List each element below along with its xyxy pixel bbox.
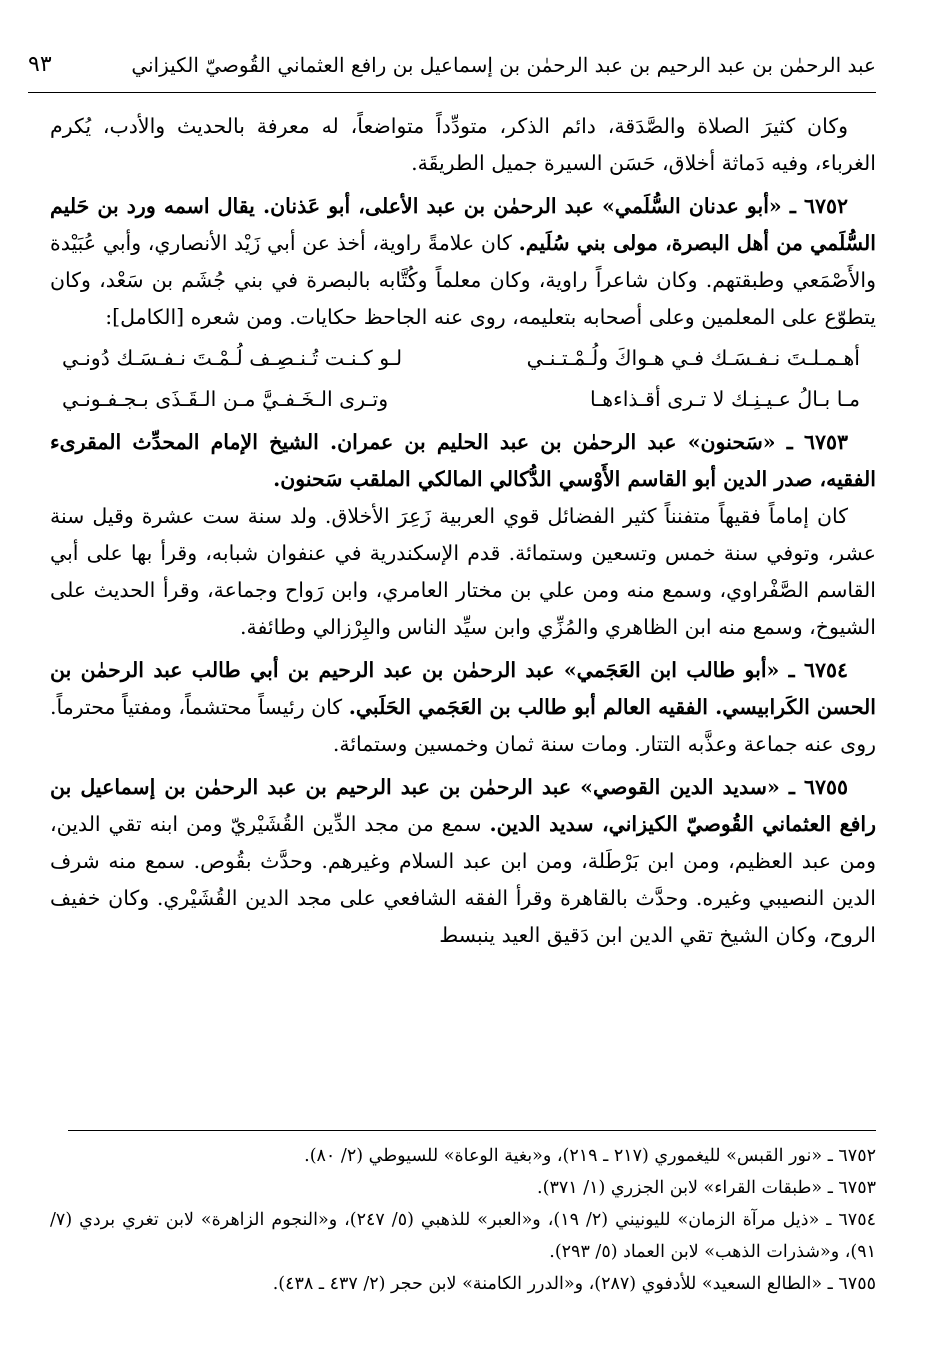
entry-heading: ٦٧٥٣ ـ «سَحنون» عبد الرحمٰن بن عبد الحليم بن عمران. الشيخ الإمام المحدِّث المقرىء الفقيه، صدر الدين أبو القاسم الأَوْسي الدُّكالي المالكي الملقب سَحنون. — [50, 430, 876, 491]
entry-paragraph — [50, 769, 876, 954]
entry-heading: ٦٧٥٥ ـ «سديد الدين القوصي» عبد الرحمٰن بن عبد الرحيم بن عبد الرحمٰن بن إسماعيل بن رافع العثماني القُوصيّ الكيزاني، سديد الدين. — [50, 775, 876, 836]
running-title: عبد الرحمٰن بن عبد الرحيم بن عبد الرحمٰن بن إسماعيل بن رافع العثماني القُوصيّ الكيزاني — [131, 53, 876, 77]
verse-second-hemistich: لـو كـنـت تُـنـصِـف لُـمْـتَ نـفـسَـك دُونـي — [62, 346, 403, 370]
entry-paragraph — [50, 652, 876, 763]
header-rule — [28, 92, 876, 93]
verse-first-hemistich: مـا بـالُ عـيـنِـك لا تـرى أقـذاءهـا — [590, 387, 860, 411]
page-number: ٩٣ — [28, 52, 52, 77]
entry-heading: ٦٧٥٤ ـ «أبو طالب ابن العَجَمي» عبد الرحمٰن بن عبد الرحيم بن أبي طالب عبد الرحمٰن بن الحسن الكَرابيسي. الفقيه العالم أبو طالب بن العَجَمي الحَلَبي. — [50, 658, 876, 719]
entry-body: كان إماماً فقيهاً متفنناً كثير الفضائل قوي العربية زَعِرَ الأخلاق. ولد سنة ست عشرة وقيل سنة عشر، وتوفي سنة خمس وتسعين وستمائة. قدم الإسكندرية في عنفوان شبابه، وقرأ بها على أبي القاسم الصَّفْراوي، وسمع منه ومن علي بن مختار العامري، وابن رَواح وجماعة، وقرأ الحديث على الشيوخ، وسمع منه ابن الظاهري والمُزِّي وابن سيِّد الناس والبِرْزالي وطائفة. — [50, 504, 876, 639]
entry-paragraph — [50, 188, 876, 336]
footnote-6753: ٦٧٥٣ ـ «طبقات القراء» لابن الجزري (١/ ٣٧١). — [537, 1178, 876, 1198]
verse-line — [50, 381, 876, 418]
entry-body: كان علامةً راوية، أخذ عن أبي زَيْد الأنصاري، وأبي عُبَيْدة والأَصْمَعي وطبقتهم. وكان شاعراً راوية، وكان معلماً وكُتَّابه بالبصرة في بني جُشَم بن سَعْد، وكان يتطوّع على المعلمين وعلى أصحابه بتعليمه، روى عنه الجاحظ حكايات. ومن شعره [الكامل]: — [50, 231, 876, 329]
entry-6754 — [50, 652, 876, 763]
footnote-6754: ٦٧٥٤ ـ «ذيل مرآة الزمان» لليونيني (٢/ ١٩)، و«العبر» للذهبي (٥/ ٢٤٧)، و«النجوم الزاهرة» لابن تغري بردي (٧/ ٩١)، و«شذرات الذهب» لابن العماد (٥/ ٢٩٣). — [50, 1210, 876, 1262]
footnote-rule — [68, 1130, 876, 1131]
footnotes — [50, 1140, 876, 1300]
verse-line — [50, 340, 876, 377]
intro-paragraph: وكان كثيرَ الصلاة والصَّدَقة، دائم الذكر، متودِّداً متواضعاً، له معرفة بالحديث والأدب، يُكرم الغرباء، وفيه دَماثة أخلاق، حَسَن السيرة جميل الطريقَة. — [50, 114, 876, 175]
entry-6755 — [50, 769, 876, 954]
verse-first-hemistich: أهـمـلـتَ نـفـسَـك فـي هـواكَ ولُـمْـتـنـي — [526, 346, 860, 370]
entry-6753 — [50, 424, 876, 646]
verse-second-hemistich: وتـرى الـخَـفـيَّ مـن الـقَـذَى بـجـفـونـي — [62, 387, 389, 411]
entry-body: سمع من مجد الدِّين القُشَيْريّ ومن ابنه تقي الدين، ومن عبد العظيم، ومن ابن بَرْطَلة، ومن ابن عبد السلام وغيرهم. وحدَّث بقُوص. سمع منه شرف الدين النصيبي وغيره. وحدَّث بالقاهرة وقرأ الفقه الشافعي على مجد الدين القُشَيْري. وكان خفيف الروح، وكان الشيخ تقي الدين ابن دَقيق العيد ينبسط — [50, 812, 876, 947]
entry-body: كان رئيساً محتشماً، ومفتياً محترماً. روى عنه جماعة وعذَّبه التتار. ومات سنة ثمان وخمسين وستمائة. — [50, 695, 876, 756]
entry-6752 — [50, 188, 876, 418]
footnote-6752: ٦٧٥٢ ـ «نور القبس» لليغموري (٢١٧ ـ ٢١٩)، و«بغية الوعاة» للسيوطي (٢/ ٨٠). — [304, 1146, 876, 1166]
entry-heading: ٦٧٥٢ ـ «أبو عدنان السُّلَمي» عبد الرحمٰن بن عبد الأعلى، أبو عَذنان. يقال اسمه ورد بن حَليم السُّلَمي من أهل البصرة، مولى بني سُلَيم. — [50, 194, 876, 255]
footnote-6755: ٦٧٥٥ ـ «الطالع السعيد» للأدفوي (٢٨٧)، و«الدرر الكامنة» لابن حجر (٢/ ٤٣٧ ـ ٤٣٨). — [272, 1274, 876, 1294]
page-header — [28, 50, 876, 90]
main-text — [50, 108, 876, 954]
